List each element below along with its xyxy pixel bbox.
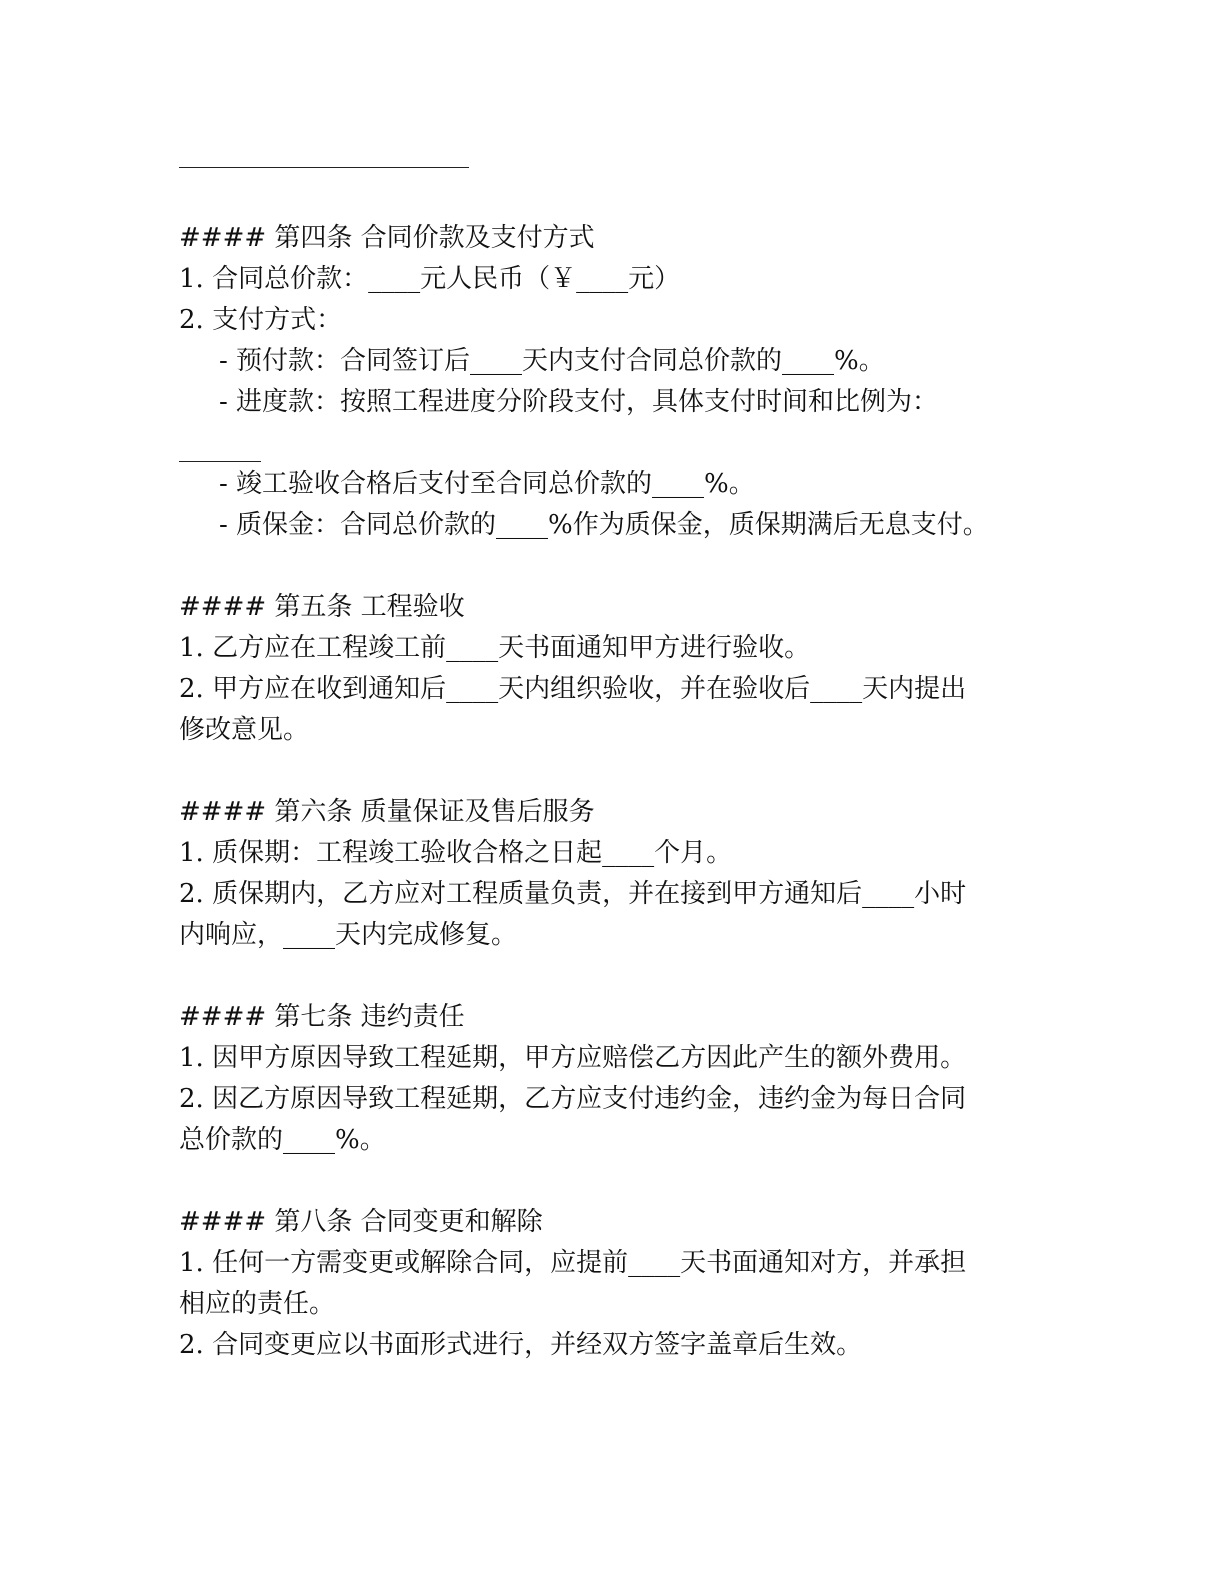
- clause-line: 2. 质保期内，乙方应对工程质量负责，并在接到甲方通知后____小时: [179, 879, 967, 909]
- clause-line: 1. 质保期：工程竣工验收合格之日起____个月。: [179, 838, 733, 868]
- clause-line: 修改意见。: [179, 715, 310, 745]
- clause-line: 2. 因乙方原因导致工程延期，乙方应支付违约金，违约金为每日合同: [179, 1084, 967, 1114]
- fill-in-blank-line: [179, 423, 1049, 464]
- clause-line: 相应的责任。: [179, 1289, 336, 1319]
- sub-clause-line: - 竣工验收合格后支付至合同总价款的____%。: [219, 469, 755, 499]
- clause-line: 1. 乙方应在工程竣工前____天书面通知甲方进行验收。: [179, 633, 811, 663]
- top-divider: [179, 167, 469, 168]
- sub-clause-line: - 质保金：合同总价款的____%作为质保金，质保期满后无息支付。: [219, 510, 989, 540]
- clause-line: 2. 甲方应在收到通知后____天内组织验收，并在验收后____天内提出: [179, 674, 967, 704]
- clause-line: 1. 因甲方原因导致工程延期，甲方应赔偿乙方因此产生的额外费用。: [179, 1043, 967, 1073]
- clause-line: 2. 支付方式：: [179, 305, 343, 335]
- clause-line: 1. 任何一方需变更或解除合同，应提前____天书面通知对方，并承担: [179, 1248, 967, 1278]
- section-heading: #### 第八条 合同变更和解除: [179, 1207, 543, 1237]
- clause-line: 总价款的____%。: [179, 1125, 386, 1155]
- contract-body: [179, 218, 1049, 1366]
- sub-clause-line: - 预付款：合同签订后____天内支付合同总价款的____%。: [219, 346, 885, 376]
- section-heading: #### 第五条 工程验收: [179, 592, 465, 622]
- clause-line: 1. 合同总价款：____元人民币（￥____元）: [179, 264, 681, 294]
- clause-line: 2. 合同变更应以书面形式进行，并经双方签字盖章后生效。: [179, 1330, 863, 1360]
- section-heading: #### 第六条 质量保证及售后服务: [179, 797, 595, 827]
- section-heading: #### 第七条 违约责任: [179, 1002, 465, 1032]
- section-heading: #### 第四条 合同价款及支付方式: [179, 223, 595, 253]
- clause-line: 内响应，____天内完成修复。: [179, 920, 518, 950]
- sub-clause-line: - 进度款：按照工程进度分阶段支付，具体支付时间和比例为：: [219, 387, 939, 417]
